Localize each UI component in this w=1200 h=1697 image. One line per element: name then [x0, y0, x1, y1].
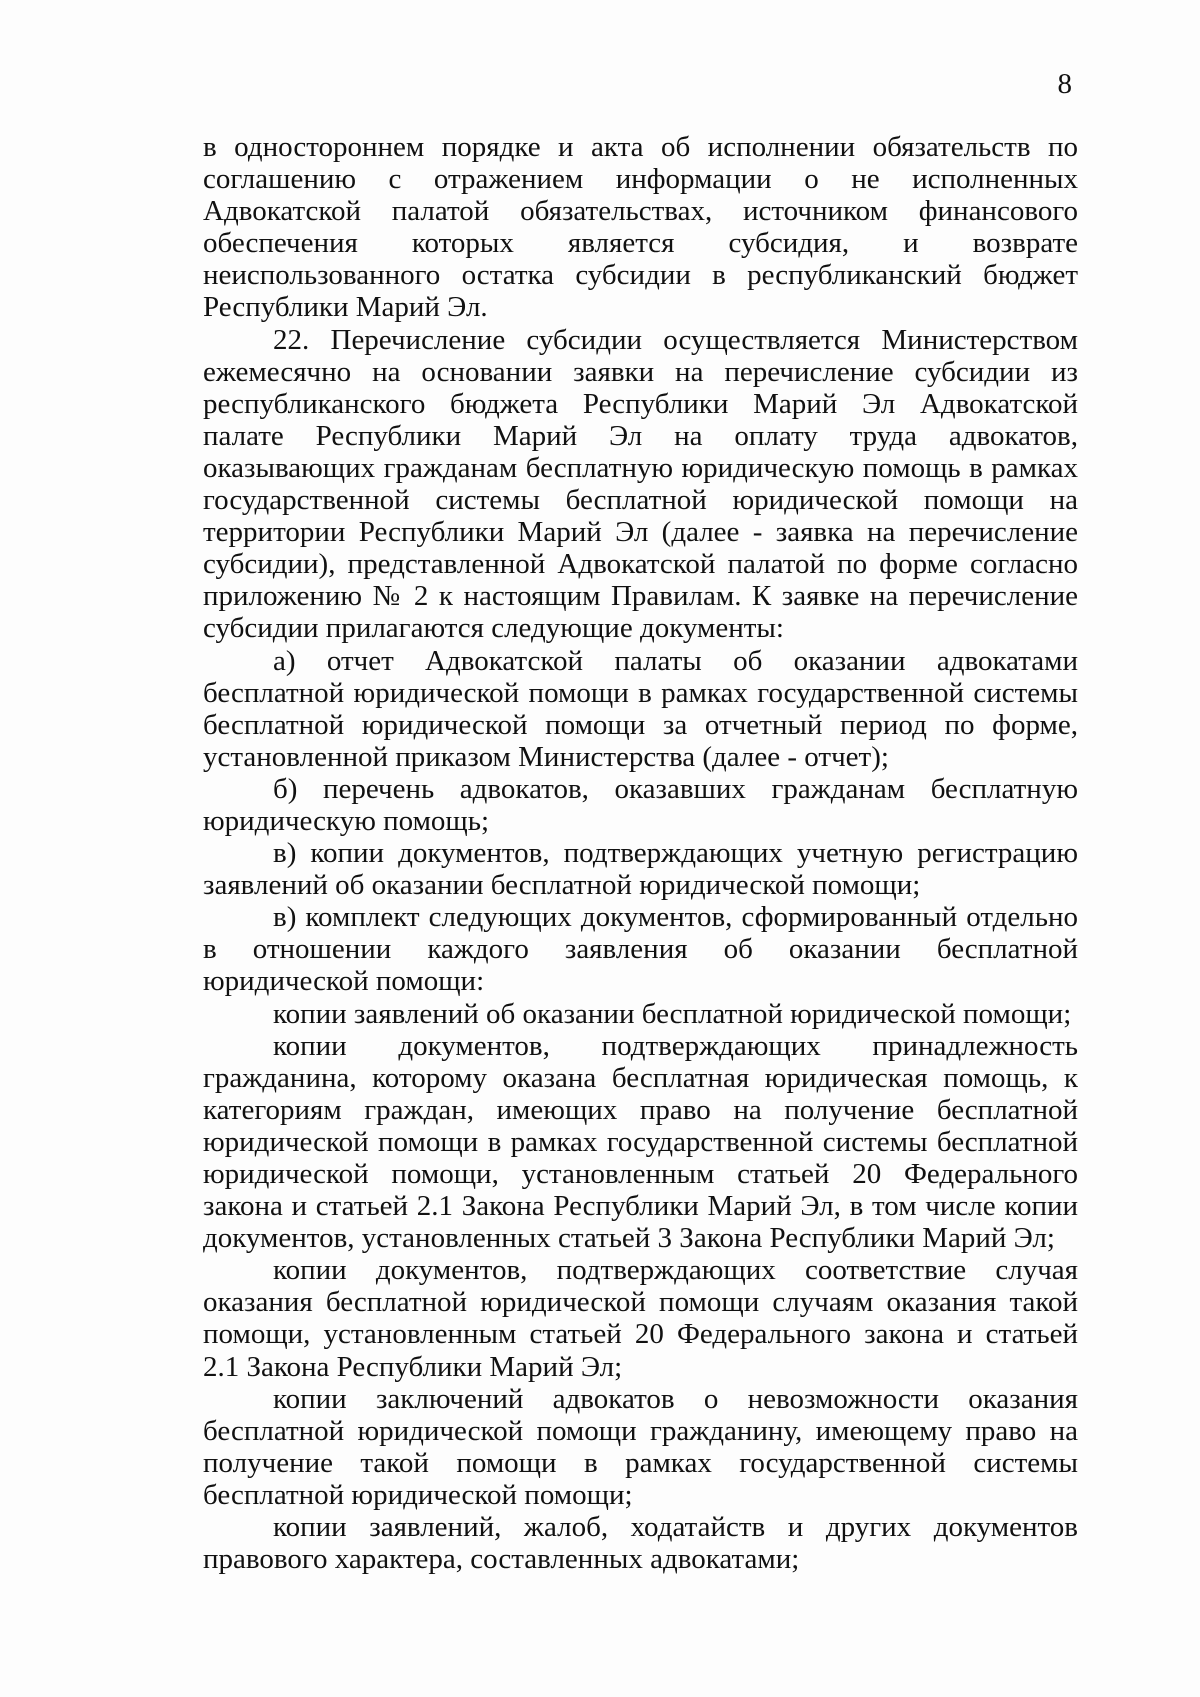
paragraph-clause-22: 22. Перечисление субсидии осуществляется Министерством ежемесячно на основании заявки на перечисление субсидии из республиканского бюджета Республики Марий Эл Адвокатской палате Республики Марий Эл на оплату труда адвокатов, оказывающих гражданам бесплатную юридическую помощь в рамках государственной системы бесплатной юридической помощи на территории Республики Марий Эл (далее - заявка на перечисление субсидии), представленной Адвокатской палатой по форме согласно приложению № 2 к настоящим Правилам. К заявке на перечисление субсидии прилагаются следующие документы:: [203, 323, 1078, 645]
paragraph-list-case-docs: копии документов, подтверждающих соответствие случая оказания бесплатной юридической помощи случаям оказания такой помощи, установленным статьей 20 Федерального закона и статьей 2.1 Закона Республики Марий Эл;: [203, 1254, 1078, 1383]
paragraph-list-legal-docs: копии заявлений, жалоб, ходатайств и других документов правового характера, составленных адвокатами;: [203, 1511, 1078, 1576]
paragraph-list-applications: копии заявлений об оказании бесплатной юридической помощи;: [273, 997, 1072, 1030]
paragraph-continuation: в одностороннем порядке и акта об исполнении обязательств по соглашению с отражением информации о не исполненных Адвокатской палатой обязательствах, источником финансового обеспечения которых является субсидия, и возврате неиспользованного остатка субсидии в республиканский бюджет Республики Марий Эл.: [203, 131, 1078, 324]
paragraph-item-v-copies: в) копии документов, подтверждающих учетную регистрацию заявлений об оказании бесплатной юридической помощи;: [203, 837, 1078, 902]
paragraph-item-a: а) отчет Адвокатской палаты об оказании адвокатами бесплатной юридической помощи в рамках государственной системы бесплатной юридической помощи за отчетный период по форме, установленной приказом Министерства (далее - отчет);: [203, 644, 1078, 773]
document-body: [203, 131, 1078, 1575]
paragraph-item-v-set: в) комплект следующих документов, сформированный отдельно в отношении каждого заявления об оказании бесплатной юридической помощи:: [203, 901, 1078, 998]
paragraph-list-category-docs: копии документов, подтверждающих принадлежность гражданина, которому оказана бесплатная юридическая помощь, к категориям граждан, имеющих право на получение бесплатной юридической помощи в рамках государственной системы бесплатной юридической помощи, установленным статьей 20 Федерального закона и статьей 2.1 Закона Республики Марий Эл, в том числе копии документов, установленных статьей 3 Закона Республики Марий Эл;: [203, 1029, 1078, 1255]
paragraph-list-conclusions: копии заключений адвокатов о невозможности оказания бесплатной юридической помощи гражданину, имеющему право на получение такой помощи в рамках государственной системы бесплатной юридической помощи;: [203, 1382, 1078, 1511]
paragraph-item-b: б) перечень адвокатов, оказавших гражданам бесплатную юридическую помощь;: [203, 772, 1078, 837]
page-number: 8: [1057, 68, 1072, 100]
